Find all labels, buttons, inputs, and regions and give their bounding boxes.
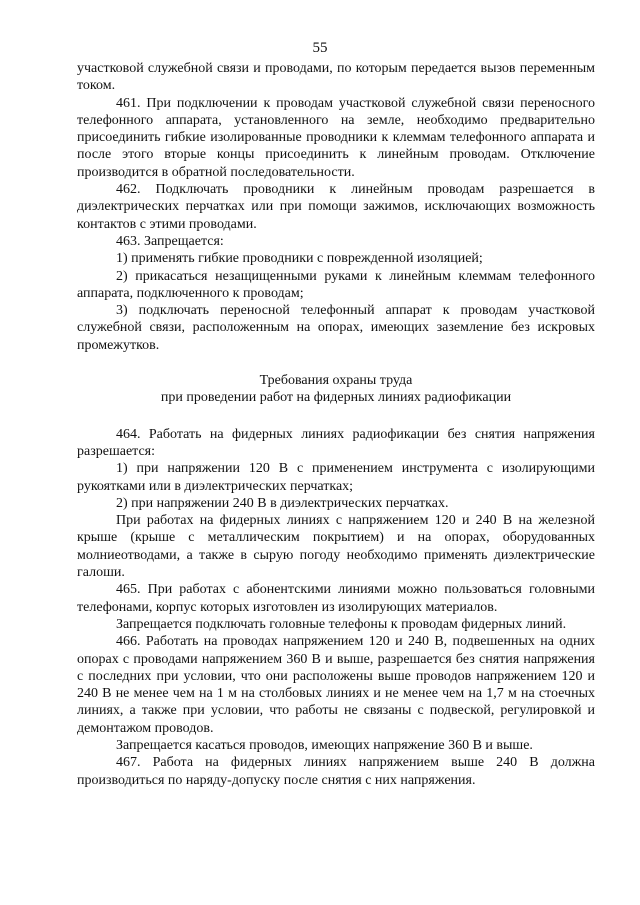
paragraph: Запрещается подключать головные телефоны к проводам фидерных линий. (116, 616, 567, 632)
paragraph: 3) подключать переносной телефонный аппарат к проводам участковой служебной связи, расположенным на опорах, имеющих заземление без искровых промежутков. (77, 303, 595, 353)
paragraph: 461. При подключении к проводам участковой служебной связи переносного телефонного аппарата, установленного на земле, необходимо предварительно присоединить гибкие изолированные проводники к клеммам телефонного аппарата и после этого вторые концы присоединить к линейным проводам. Отключение производится в обратной последовательности. (77, 95, 595, 180)
paragraph: 467. Работа на фидерных линиях напряжением выше 240 В должна производиться по наряду-допуску после снятия с них напряжения. (77, 755, 595, 788)
section-heading-line: при проведении работ на фидерных линиях радиофикации (160, 390, 512, 406)
paragraph: 1) применять гибкие проводники с поврежденной изоляцией; (116, 251, 483, 267)
paragraphs-bottom (77, 426, 595, 789)
section-heading-line: Требования охраны труда (259, 373, 413, 389)
paragraph: 462. Подключать проводники к линейным проводам разрешается в диэлектрических перчатках или при помощи зажимов, исключающих возможность контактов с этими проводами. (77, 182, 595, 232)
paragraph: 2) при напряжении 240 В в диэлектрических перчатках. (116, 495, 449, 511)
section-heading (77, 372, 595, 407)
paragraphs-top (77, 60, 595, 354)
document-body (77, 60, 595, 789)
paragraph: 2) прикасаться незащищенными руками к линейным клеммам телефонного аппарата, подключенного к проводам; (77, 268, 595, 301)
paragraph: 465. При работах с абонентскими линиями можно пользоваться головными телефонами, корпус которых изготовлен из изолирующих материалов. (77, 582, 595, 615)
paragraph: 466. Работать на проводах напряжением 120 и 240 В, подвешенных на одних опорах с проводами напряжением 360 В и выше, разрешается без снятия напряжения с последних при условии, что они расположены выше проводов напряжением 120 и 240 В не менее чем на 1 м на столбовых линиях и не менее чем на 1,7 м на стоечных линиях, а также при условии, что работы не связаны с подвеской, регулировкой и демонтажом проводов. (77, 634, 595, 736)
paragraph: При работах на фидерных линиях с напряжением 120 и 240 В на железной крыше (крыше с металлическим покрытием) и на опорах, оборудованных молниеотводами, а также в сырую погоду необходимо применять диэлектрические галоши. (77, 513, 595, 581)
paragraph: Запрещается касаться проводов, имеющих напряжение 360 В и выше. (116, 737, 533, 753)
paragraph: 463. Запрещается: (116, 233, 224, 249)
paragraph: участковой служебной связи и проводами, по которым передается вызов переменным током. (77, 61, 595, 94)
paragraph: 1) при напряжении 120 В с применением инструмента с изолирующими рукоятками или в диэлектрических перчатках; (77, 461, 595, 494)
page-number: 55 (312, 40, 328, 56)
paragraph: 464. Работать на фидерных линиях радиофикации без снятия напряжения разрешается: (77, 426, 595, 459)
